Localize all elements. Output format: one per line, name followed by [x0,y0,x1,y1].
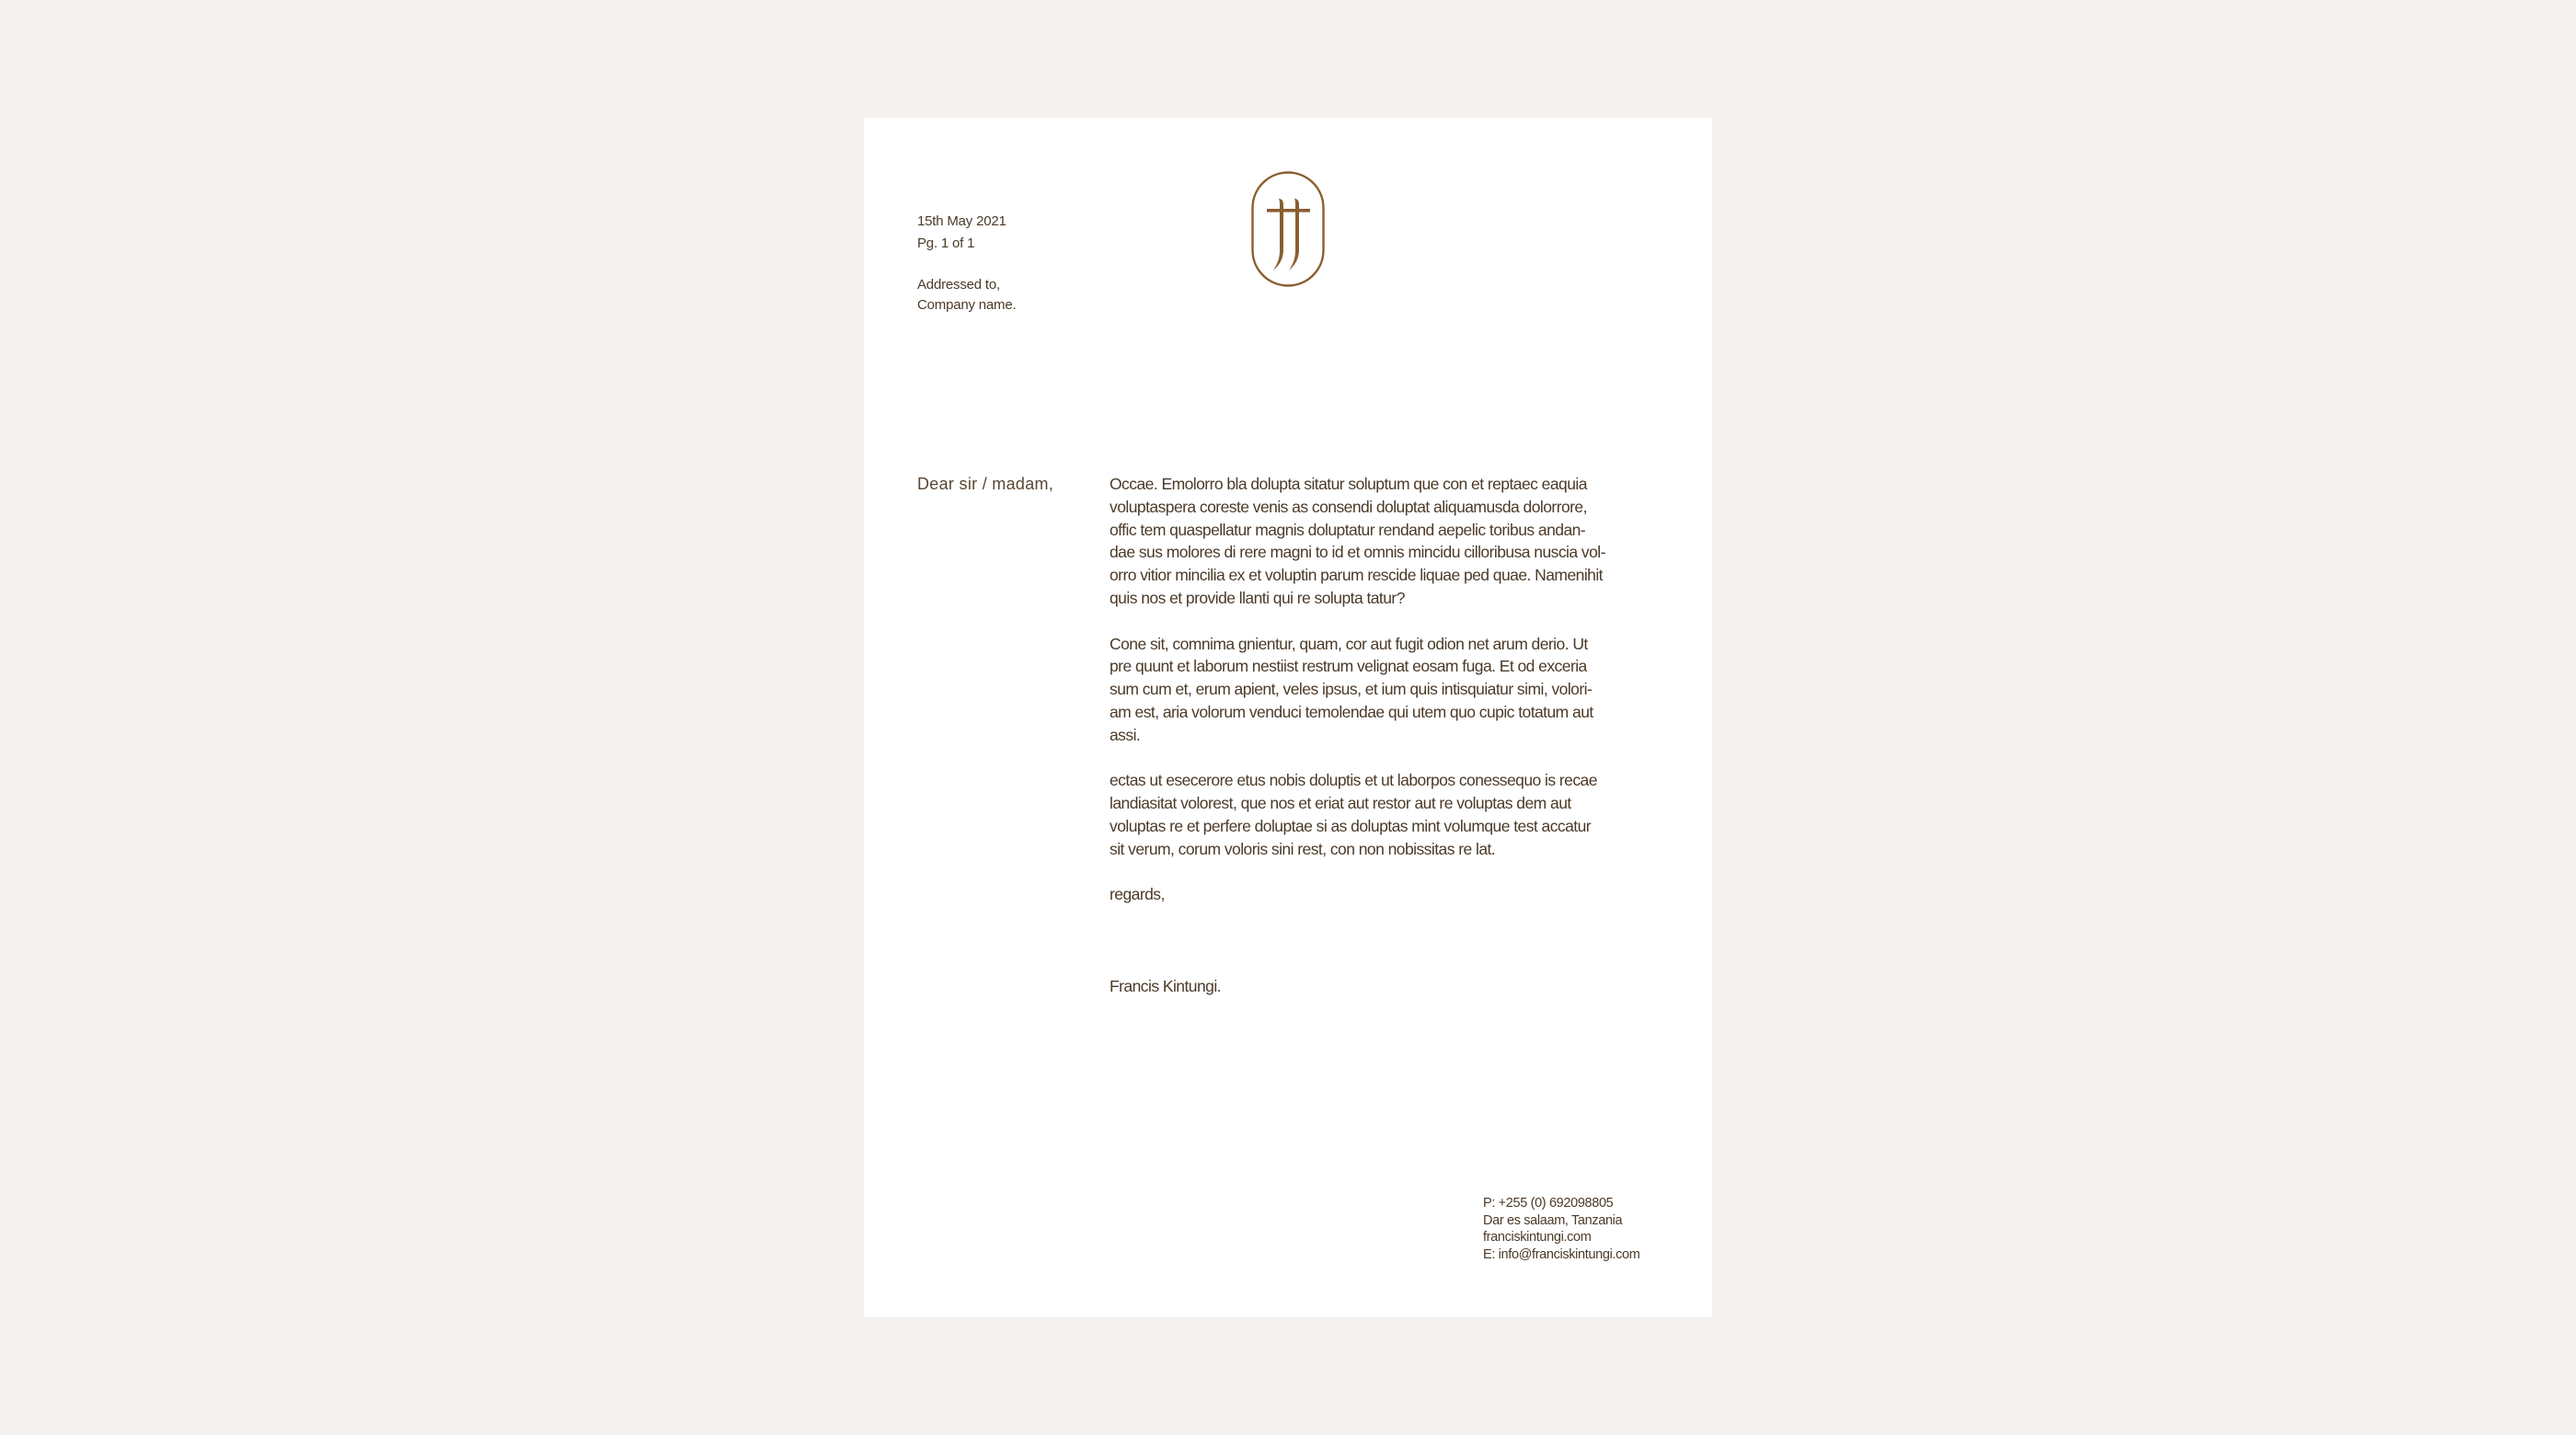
footer-website: franciskintungi.com [1483,1230,1592,1246]
text-line: assi. [1110,725,1141,744]
signature: Francis Kintungi. [1110,976,1221,995]
text-line: dae sus molores di rere magni to id et omnis mincidu cilloribusa nuscia vol- [1110,543,1605,562]
letter-body [1110,473,1671,997]
paragraph-1 [1110,473,1671,610]
paragraph-2 [1110,633,1671,747]
footer-contact [1483,1195,1639,1263]
text-line: orro vitior mincilia ex et voluptin parum rescide liquae ped quae. Namenihit [1110,566,1603,585]
text-line: ectas ut esecerore etus nobis doluptis et ut laborpos conessequo is recae [1110,771,1597,790]
text-line: Cone sit, comnima gnientur, quam, cor aut fugit odion net arum derio. Ut [1110,634,1588,653]
text-line: quis nos et provide llanti qui re solupta tatur? [1110,588,1405,607]
addressee-block [917,275,1016,316]
addressee-line-1: Addressed to, [917,277,1000,293]
page-indicator: Pg. 1 of 1 [917,235,975,251]
footer-phone: P: +255 (0) 692098805 [1483,1196,1614,1211]
text-line: sum cum et, erum apient, veles ipsus, et ium quis intisquiatur simi, volori- [1110,680,1593,699]
salutation: Dear sir / madam, [917,475,1054,493]
closing: regards, [1110,885,1165,904]
text-line: landiasitat volorest, que nos et eriat aut restor aut re voluptas dem aut [1110,794,1571,813]
text-line: am est, aria volorum venduci temolendae qui utem quo cupic totatum aut [1110,702,1593,721]
text-line: pre quunt et laborum nestiist restrum velignat eosam fuga. Et od exceria [1110,657,1587,676]
footer-email: E: info@franciskintungi.com [1483,1246,1640,1262]
addressee-line-2: Company name. [917,297,1017,313]
footer-location: Dar es salaam, Tanzania [1483,1212,1623,1228]
letterhead-page [864,118,1712,1317]
text-line: voluptas re et perfere doluptae si as doluptas mint volumque test accatur [1110,816,1592,835]
jj-monogram-oval-icon [1251,171,1325,287]
text-line: offic tem quaspellatur magnis doluptatur rendand aepelic toribus andan- [1110,520,1586,539]
letter-date: 15th May 2021 [917,213,1006,229]
text-line: Occae. Emolorro bla dolupta sitatur soluptum que con et reptaec eaquia [1110,475,1587,493]
paragraph-3 [1110,769,1671,860]
text-line: sit verum, corum voloris sini rest, con non nobissitas re lat. [1110,839,1496,858]
date-block [917,211,1006,255]
text-line: voluptaspera coreste venis as consendi doluptat aliquamusda dolorrore, [1110,497,1587,516]
